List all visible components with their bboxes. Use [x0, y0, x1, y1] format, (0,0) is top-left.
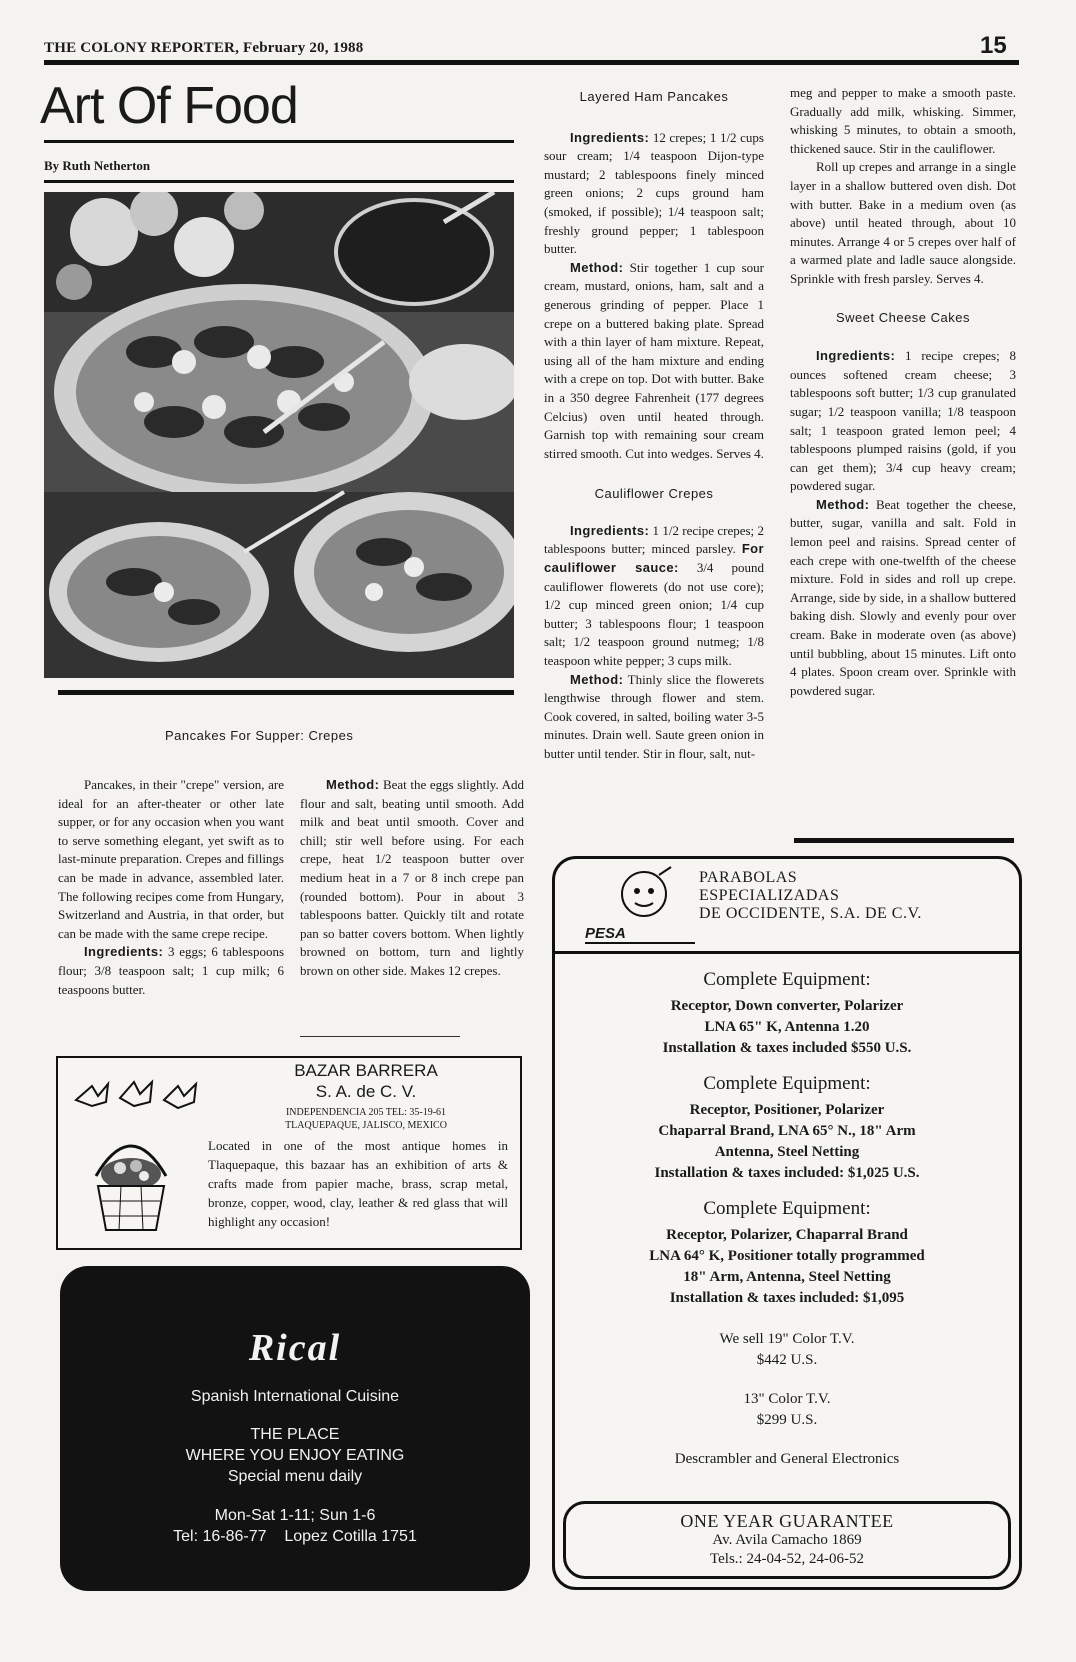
satellite-ad-header [555, 859, 1019, 954]
cauli-sauce-label: For cauliflower sauce: [544, 541, 764, 576]
package-line: Chaparral Brand, LNA 65° N., 18" Arm [658, 1123, 916, 1139]
masthead-title: THE COLONY REPORTER, February 20, 1988 [44, 40, 364, 56]
cauli-sauce: 3/4 pound cauliflower flowerets (do not use core); 1/2 cup minced green onion; 1/4 cup butter; 3 tablespoons flour; 1 teaspoon salt; 1/2 teaspoon ground nutmeg; 1/8 teaspoon white pepper; 3 cups milk. [544, 560, 764, 669]
package-line: Receptor, Positioner, Polarizer [689, 1102, 885, 1118]
package-heading: Complete Equipment: [703, 969, 871, 990]
top-rule [44, 60, 1019, 65]
cauli-method: Thinly slice the flowerets lengthwise through flower and stem. Cook covered, in salted, boiling water 3-5 minutes. Drain well. Saute green onion in butter until tender. Stir in flour, salt, nut- [544, 671, 764, 761]
ingredients-label: Ingredients: [84, 944, 164, 960]
package-line: Installation & taxes included $550 U.S. [662, 1040, 912, 1056]
package-line: Installation & taxes included: $1,025 U.S. [654, 1165, 920, 1181]
tv-offer-line: We sell 19" Color T.V. [719, 1331, 855, 1347]
cheese-title: Sweet Cheese Cakes [835, 309, 970, 325]
restaurant-tagline: Spanish International Cuisine [190, 1388, 400, 1405]
cheese-method-label: Method: [816, 496, 870, 512]
package-line: 18" Arm, Antenna, Steel Netting [683, 1269, 891, 1285]
cauli-title: Cauliflower Crepes [594, 486, 714, 502]
restaurant-logo: Rical [248, 1327, 342, 1369]
guarantee-text: ONE YEAR GUARANTEE [680, 1511, 894, 1531]
bazar-description: Located in one of the most antique homes in Tlaquepaque, this bazaar has an exhibition of arts & crafts made from papier mache, brass, scrap metal, bronze, copper, wood, clay, leather & red glass that will highlight any occasion! [208, 1138, 508, 1229]
package-line: Antenna, Steel Netting [714, 1144, 860, 1160]
company-line1: PARABOLAS [699, 869, 798, 886]
byline: By Ruth Netherton [44, 158, 151, 173]
column-title: Art Of Food [40, 77, 298, 135]
ham-ingredients-label: Ingredients: [570, 129, 650, 145]
cheese-method: Beat together the cheese, butter, sugar, vanilla and salt. Fold in lemon peel and raisins. Spread center of each crepe with one-twelfth of the cheese mixture. Fold in sides and roll up crepe. Arrange, side by side, in a shallow buttered baking dish. Slowly and evenly pour over cream. Bake in moderate oven (as above) until bubbling, about 15 minutes. Lift onto 4 plates. Spoon cream over. Sprinkle with powdered sugar. [790, 496, 1017, 698]
ham-method: Stir together 1 cup sour cream, mustard, onions, ham, salt and a generous grinding of pepper. Place 1 crepe on a buttered baking plate. Spread with a thin layer of ham mixture. Repeat, using all of the ham mixture and ending with a crepe on top. Dot with butter. Bake in a 350 degree Fahrenheit (177 degrees Celcius) oven until heated through. Garnish top with remaining sour cream stirred smooth. Cut into wedges. Serves 4. [544, 259, 764, 461]
tv-offer-price: $299 U.S. [756, 1412, 818, 1428]
cauli-ingredients: 1 1/2 recipe crepes; 2 tablespoons butter; minced parsley. [544, 522, 764, 557]
crepe-ingredients: 3 eggs; 6 tablespoons flour; 3/8 teaspoon salt; 1 cup milk; 6 teaspoons butter. [58, 944, 285, 997]
restaurant-ad [60, 1266, 530, 1591]
package-heading: Complete Equipment: [703, 1073, 871, 1094]
section-title: Pancakes For Supper: Crepes [165, 728, 354, 743]
doves-icon [72, 1076, 204, 1121]
bazar-address-line1: INDEPENDENCIA 205 TEL: 35-19-61 [285, 1107, 447, 1118]
bazar-sub: S. A. de C. V. [315, 1082, 417, 1101]
bazar-name: BAZAR BARRERA [294, 1061, 438, 1080]
satellite-ad [552, 856, 1022, 1590]
page-number: 15 [980, 32, 1007, 59]
right-column-rule [794, 838, 1014, 843]
byline-rule [44, 180, 514, 183]
cauli-method-cont2: Roll up crepes and arrange in a single layer in a shallow buttered oven dish. Dot with butter. Bake in a medium oven (as above) until heated through, about 10 minutes. Arrange 4 or 5 crepes over half of a warmed plate and ladle sauce alongside. Sprinkle with fresh parsley. Serves 4. [790, 159, 1016, 286]
restaurant-contact: Tel: 16-86-77 Lopez Cotilla 1751 [173, 1528, 417, 1545]
cauli-method-cont: meg and pepper to make a smooth paste. Gradually add milk, whisking. Simmer, whisking 5 minutes, to obtain a smooth, thickened sauce. Stir in the cauliflower. [790, 85, 1016, 156]
package-line: LNA 64° K, Positioner totally programmed [649, 1248, 925, 1264]
package-line: LNA 65" K, Antenna 1.20 [704, 1019, 870, 1035]
cheese-ingredients-label: Ingredients: [816, 348, 896, 364]
electronics-line: Descrambler and General Electronics [674, 1451, 900, 1467]
cauli-ingredients-label: Ingredients: [570, 522, 650, 538]
crepe-method: Beat the eggs slightly. Add flour and salt, beating until smooth. Add milk and beat until smooth. Cover and chill; stir well before using. For each crepe, heat 1/2 teaspoon butter over medium heat in a 7 or 8 inch crepe pan (rounded bottom). Pour in about 3 tablespoons batter. Quickly tilt and rotate pan so batter covers bottom. When lightly browned on bottom, turn and lightly brown on other side. Makes 12 crepes. [300, 777, 524, 978]
pesa-phones: Tels.: 24-04-52, 24-06-52 [710, 1551, 864, 1567]
tv-offer-line: 13" Color T.V. [743, 1391, 831, 1407]
package-1 [555, 969, 1019, 1059]
tv-offer-13 [555, 1389, 1019, 1431]
company-line2: ESPECIALIZADAS [699, 887, 840, 904]
restaurant-line1: THE PLACE [250, 1426, 340, 1443]
cheese-ingredients: 1 recipe crepes; 8 ounces softened cream cheese; 3 tablespoons soft butter; 1/3 cup granulated sugar; 1/2 teaspoon vanilla; 1/8 teaspoon salt; 1 teaspoon grated lemon peel; 4 tablespoons plumped raisins (gold, if you can get them); 3/4 cup heavy cream; powdered sugar. [790, 348, 1017, 494]
cauli-method-label: Method: [570, 671, 624, 687]
recipe-column-middle [544, 84, 764, 764]
package-line: Installation & taxes included: $1,095 [669, 1290, 905, 1306]
intro-text: Pancakes, in their "crepe" version, are ideal for an after-theater or other late supper, or for any occasion when you want to serve something elegant, yet swift as to last-minute preparation. Crepes and fillings can be made in advance, assembled later. The following recipes come from Hungary, Switzerland and Austria, in that order, but can be made with the same crepe recipe. [58, 777, 284, 941]
bazar-address-line2: TLAQUEPAQUE, JALISCO, MEXICO [285, 1120, 447, 1131]
package-list [555, 969, 1019, 1470]
intro-column [58, 776, 284, 999]
pesa-logo: PESA [585, 925, 695, 944]
package-2 [555, 1073, 1019, 1184]
method-column [300, 776, 524, 981]
food-photo [44, 192, 514, 678]
ham-title: Layered Ham Pancakes [579, 89, 729, 104]
package-line: Receptor, Down converter, Polarizer [670, 998, 904, 1014]
satellite-dish-icon [615, 865, 673, 928]
method-label: Method: [326, 777, 380, 792]
basket-icon [86, 1126, 176, 1241]
guarantee-box [563, 1501, 1011, 1579]
tv-offer-19 [555, 1329, 1019, 1371]
recipe-column-right [790, 84, 1016, 700]
package-3 [555, 1198, 1019, 1309]
restaurant-hours: Mon-Sat 1-11; Sun 1-6 [214, 1507, 376, 1524]
package-line: Receptor, Polarizer, Chaparral Brand [666, 1227, 908, 1243]
tv-offer-price: $442 U.S. [756, 1352, 818, 1368]
column-end-rule [300, 1036, 460, 1037]
package-heading: Complete Equipment: [703, 1198, 871, 1219]
restaurant-line3: Special menu daily [227, 1468, 363, 1485]
bazar-ad [56, 1056, 522, 1250]
ham-ingredients: 12 crepes; 1 1/2 cups sour cream; 1/4 teaspoon Dijon-type mustard; 2 tablespoons finely minced green onions; 2 cups ground ham (smoked, if possible); 1/4 teaspoon salt; freshly ground pepper; 1 tablespoon butter. [544, 129, 764, 257]
company-line3: DE OCCIDENTE, S.A. DE C.V. [699, 905, 922, 922]
restaurant-line2: WHERE YOU ENJOY EATING [185, 1447, 405, 1464]
photo-rule [58, 690, 514, 695]
pesa-address: Av. Avila Camacho 1869 [712, 1532, 862, 1548]
ham-method-label: Method: [570, 259, 624, 275]
title-rule [44, 140, 514, 143]
